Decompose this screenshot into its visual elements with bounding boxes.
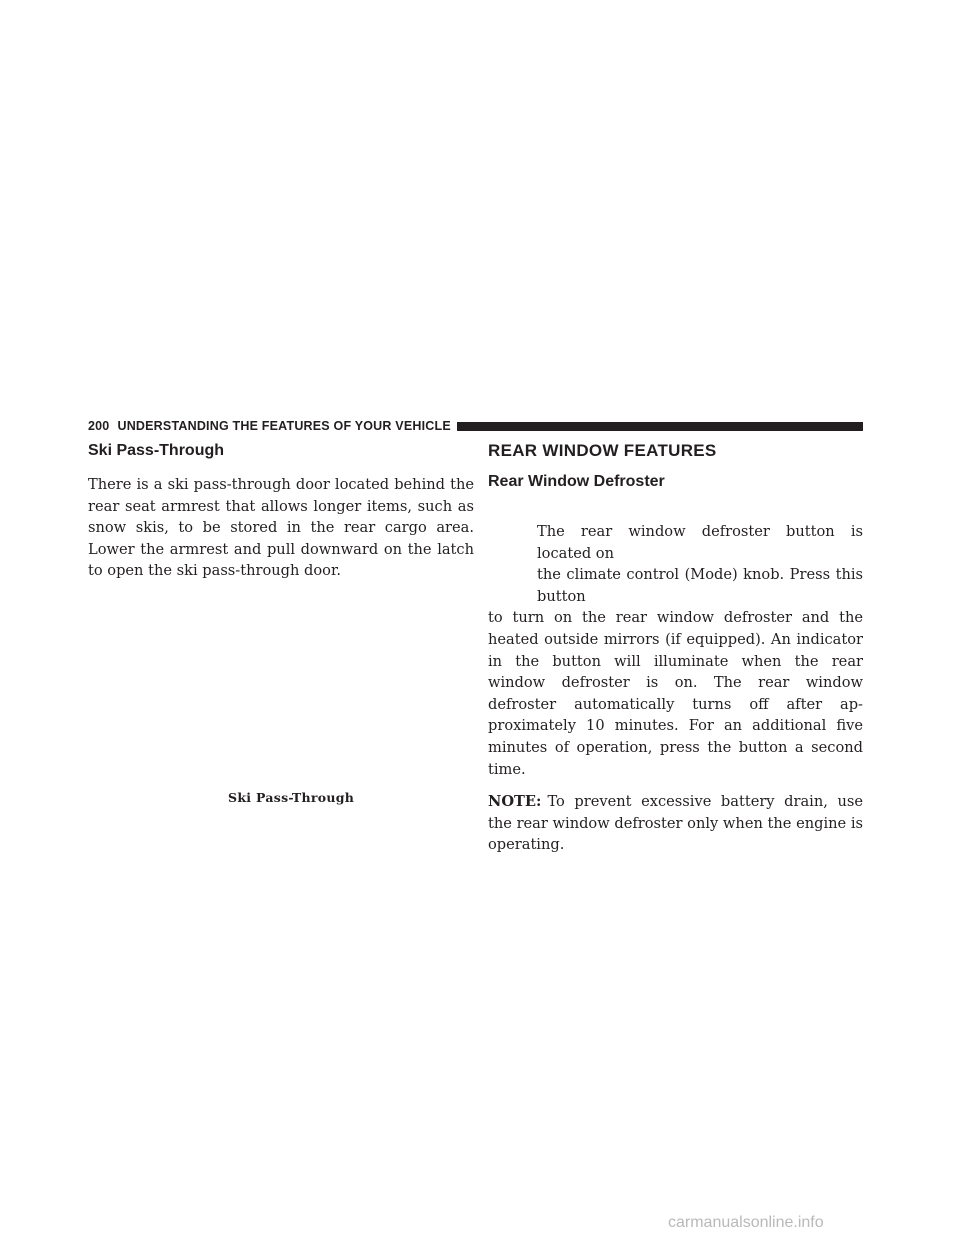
page-header: [88, 418, 863, 434]
defroster-body-rest: to turn on the rear window defroster and the heated outside mirrors (if equipped). An indicator in the button will illuminate when the rear window defroster is on. The rear window defroster automatically turns off after ap-proximately 10 minutes. For an additional five minutes of operation, press the button a second time.: [488, 609, 863, 778]
note-label: NOTE:: [488, 793, 542, 811]
left-column: [88, 440, 474, 582]
defroster-line-2: the climate control (Mode) knob. Press this button: [537, 566, 863, 605]
figure-caption: Ski Pass-Through: [228, 790, 355, 805]
page-number: 200: [88, 419, 110, 433]
header-rule: [457, 422, 863, 431]
rear-window-defroster-heading: Rear Window Defroster: [488, 473, 665, 490]
right-column: [488, 440, 863, 856]
running-head: UNDERSTANDING THE FEATURES OF YOUR VEHICLE: [117, 419, 451, 433]
defroster-line-1: The rear window defroster button is located on: [537, 523, 863, 562]
ski-pass-through-body: There is a ski pass-through door located behind the rear seat armrest that allows longer items, such as snow skis, to be stored in the rear cargo area. Lower the armrest and pull downward on the latch to open the ski pass-through door.: [88, 476, 474, 580]
watermark: carmanualsonline.info: [668, 1214, 824, 1231]
note-text: To prevent excessive battery drain, use the rear window defroster only when the engine is operating.: [488, 793, 863, 854]
defroster-paragraph: [488, 521, 863, 780]
ski-pass-through-heading: Ski Pass-Through: [88, 442, 225, 459]
note-paragraph: [488, 791, 863, 856]
section-title: REAR WINDOW FEATURES: [488, 441, 717, 460]
ski-pass-through-figure: [110, 575, 450, 780]
